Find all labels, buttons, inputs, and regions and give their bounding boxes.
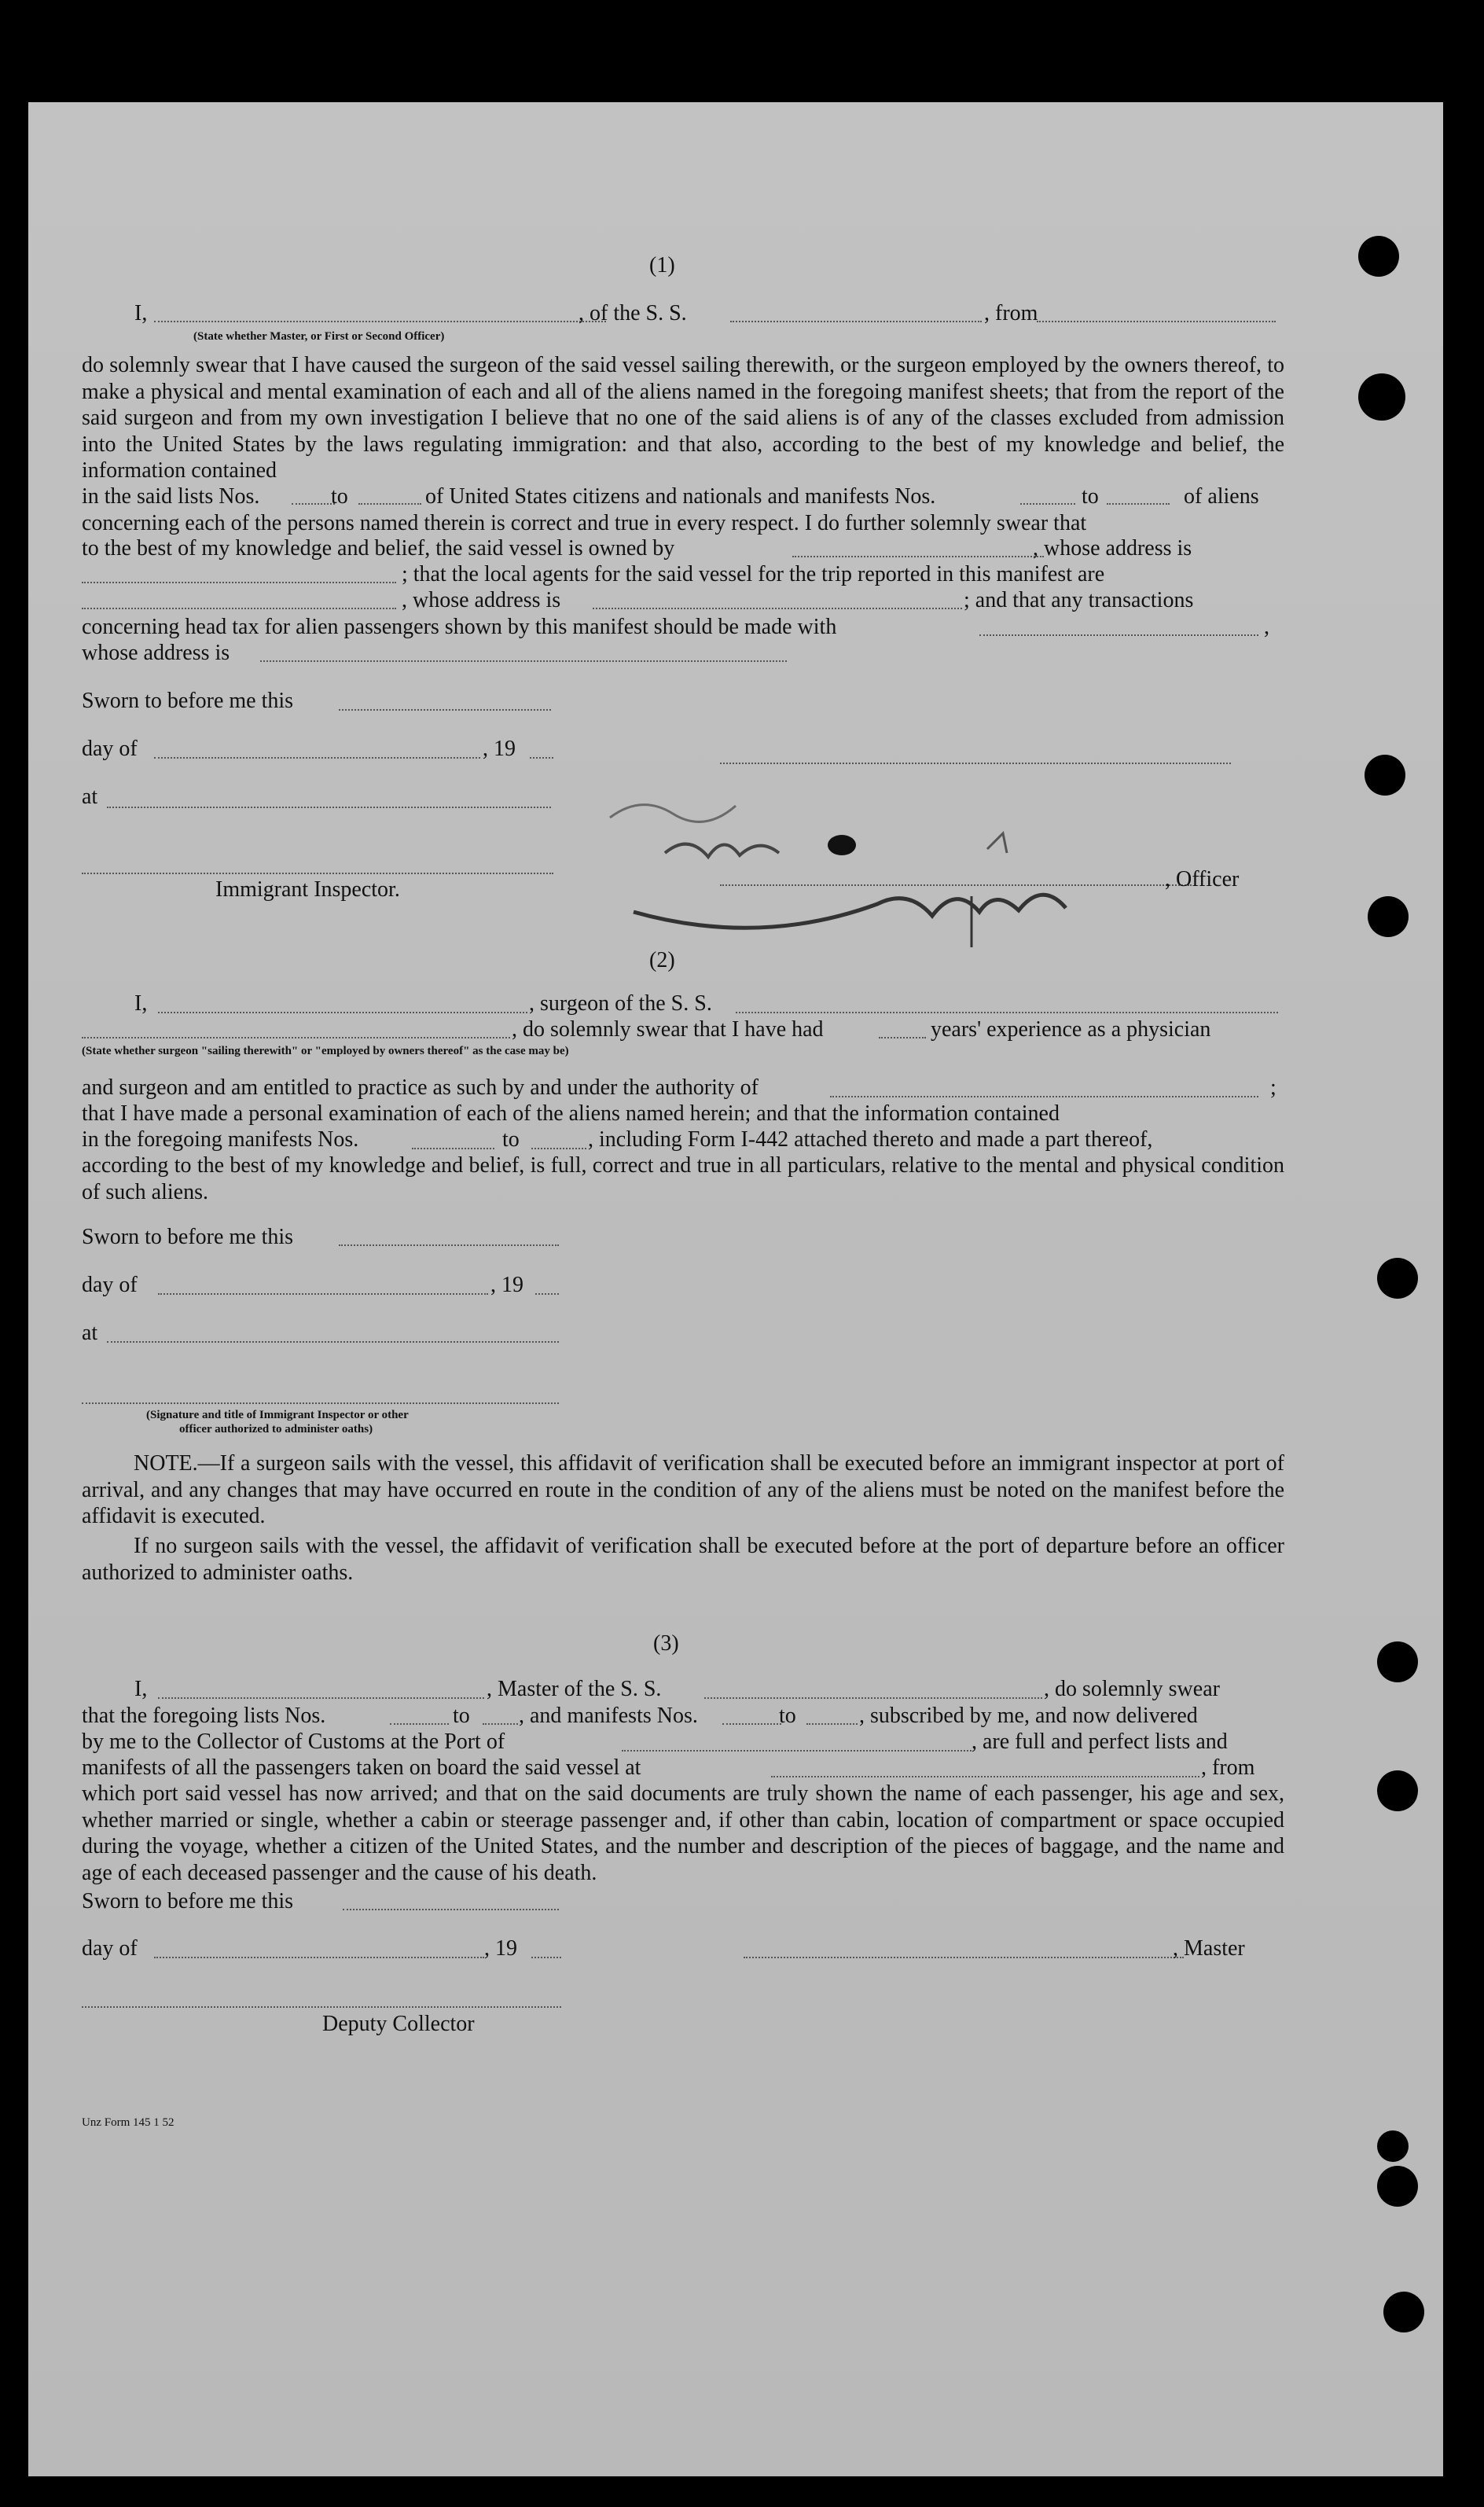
surgeon-type-field[interactable] — [82, 1037, 510, 1038]
manifests-from-field-2[interactable] — [412, 1148, 494, 1149]
head-tax-address-label: whose address is — [82, 641, 230, 665]
year-label-3: , 19 — [484, 1936, 517, 1961]
section-1-body-2: concerning each of the persons named therein is correct and true in every respect. I do further solemnly swear that — [82, 511, 1087, 535]
manifests-to-field[interactable] — [1107, 503, 1170, 505]
manifests-from-field-3[interactable] — [722, 1723, 781, 1725]
deputy-collector-label: Deputy Collector — [322, 2012, 475, 2036]
surgeon-name-field[interactable] — [158, 1012, 527, 1013]
from-label: , from — [984, 301, 1038, 325]
day-of-label-2: day of — [82, 1273, 138, 1297]
day-of-label-3: day of — [82, 1936, 138, 1961]
owner-address-label: , whose address is — [1033, 536, 1192, 561]
owner-field[interactable] — [792, 556, 1044, 557]
month-field-3[interactable] — [154, 1957, 484, 1958]
section-1-body: do solemnly swear that I have caused the surgeon of the said vessel sailing therewith, or the surgeon employed by the owners thereof, to make a physical and mental examination of each and all of the aliens named in the foregoing manifest sheets; that from the report of the said surgeon and from my own investigation I believe that no one of the said aliens is of any of the classes excluded from admission into the United States by the laws regulating immigration: and that also, according to the best of my knowledge and belief, the information contained — [82, 353, 1284, 483]
master-of-label: , Master of the S. S. — [487, 1677, 662, 1701]
at-place-field-2[interactable] — [107, 1341, 559, 1343]
section-3-number: (3) — [653, 1631, 679, 1656]
month-field-2[interactable] — [158, 1293, 488, 1295]
section-2-body: that I have made a personal examination of each of the aliens named herein; and that the information contained — [82, 1101, 1060, 1126]
month-field[interactable] — [154, 757, 480, 759]
section-3-body: which port said vessel has now arrived; and that on the said documents are truly shown the name of each passenger, his age and sex, whether married or single, whether a cabin or steerage passenger and, if other than cabin, location of compartment or space occupied during the voyage, whether a citizen of the United States, and the number and description of the pieces of baggage, and the name and age of each deceased passenger and the cause of his death. — [82, 1781, 1284, 1885]
at-place-field[interactable] — [107, 807, 551, 808]
swear-label: , do solemnly swear — [1044, 1677, 1220, 1701]
signature-note-1: (Signature and title of Immigrant Inspector or other — [146, 1409, 409, 1421]
lists-to-label: to — [331, 484, 348, 509]
punch-hole — [1377, 2166, 1418, 2207]
punch-hole — [1358, 373, 1405, 421]
manifests-to-label: to — [1082, 484, 1099, 509]
year-label-2: , 19 — [490, 1273, 523, 1297]
board-from-label: , from — [1201, 1755, 1255, 1780]
agents-address-field[interactable] — [593, 608, 962, 609]
owner-address-field[interactable] — [82, 582, 396, 583]
port-label: by me to the Collector of Customs at the Port of — [82, 1730, 505, 1754]
form-i442-label: , including Form I-442 attached thereto and made a part thereof, — [588, 1127, 1153, 1152]
master-signature-line[interactable] — [744, 1957, 1184, 1958]
local-agents-label: ; that the local agents for the said vessel for the trip reported in this manifest are — [402, 562, 1105, 586]
lists-from-field[interactable] — [292, 503, 335, 505]
sworn-day-field-2[interactable] — [339, 1244, 559, 1246]
from-port-field[interactable] — [1037, 321, 1276, 322]
head-tax-party-field[interactable] — [979, 634, 1258, 636]
owned-by-label: to the best of my knowledge and belief, the said vessel is owned by — [82, 536, 675, 561]
year-field-2[interactable] — [535, 1293, 559, 1295]
head-tax-comma: , — [1264, 615, 1269, 639]
board-label: manifests of all the passengers taken on board the said vessel at — [82, 1755, 641, 1780]
port-field[interactable] — [622, 1750, 972, 1752]
section-2-body-2: according to the best of my knowledge and belief, is full, correct and true in all particulars, relative to the mental and physical condition of such aliens. — [82, 1153, 1284, 1204]
lists-label: in the said lists Nos. — [82, 484, 260, 509]
agents-address-label: , whose address is — [402, 588, 561, 612]
signature-note-2: officer authorized to administer oaths) — [179, 1423, 373, 1435]
perfect-lists-label: , are full and perfect lists and — [972, 1730, 1228, 1754]
sworn-label-2: Sworn to before me this — [82, 1225, 294, 1249]
surgeon-vessel-field[interactable] — [736, 1012, 1278, 1013]
manifests-to-label-2: to — [502, 1127, 520, 1152]
at-label: at — [82, 785, 98, 809]
years-field[interactable] — [879, 1037, 926, 1038]
officer-signature-line-1[interactable] — [720, 763, 1231, 764]
lists-to-label-3: to — [453, 1704, 470, 1728]
subscribed-label: , subscribed by me, and now delivered — [859, 1704, 1198, 1728]
punch-hole — [1368, 896, 1409, 937]
immigrant-inspector-label: Immigrant Inspector. — [215, 877, 400, 902]
lists-from-field-3[interactable] — [390, 1723, 449, 1725]
board-port-field[interactable] — [771, 1776, 1199, 1777]
sworn-label-3: Sworn to before me this — [82, 1889, 294, 1913]
master-note: (State whether Master, or First or Second Officer) — [193, 330, 445, 343]
head-tax-label: concerning head tax for alien passengers shown by this manifest should be made with — [82, 615, 837, 639]
local-agents-field[interactable] — [82, 608, 396, 609]
manifests-to-label-3: to — [779, 1704, 796, 1728]
year-field[interactable] — [530, 757, 553, 759]
deputy-signature-line[interactable] — [82, 2006, 561, 2008]
solemnly-label: , do solemnly swear that I have had — [512, 1017, 824, 1042]
at-label-2: at — [82, 1321, 98, 1345]
manifests-to-field-3[interactable] — [806, 1723, 858, 1725]
section-2-number: (2) — [649, 948, 675, 972]
officer-label: , Officer — [1165, 867, 1240, 891]
i-label-3: I, — [134, 1677, 148, 1701]
lists-to-field[interactable] — [358, 503, 421, 505]
lists-to-field-3[interactable] — [483, 1723, 518, 1725]
lists-label-3: that the foregoing lists Nos. — [82, 1704, 326, 1728]
i-label-2: I, — [134, 991, 148, 1016]
sworn-label: Sworn to before me this — [82, 689, 294, 713]
sworn-day-field[interactable] — [339, 709, 551, 711]
transactions-label: ; and that any transactions — [964, 588, 1194, 612]
master-name-field[interactable] — [158, 1697, 484, 1699]
inspector-signature-line[interactable] — [82, 873, 553, 874]
citizens-label: of United States citizens and nationals and manifests Nos. — [425, 484, 936, 509]
officer-name-field[interactable] — [154, 321, 606, 322]
authority-label: and surgeon and am entitled to practice as such by and under the authority of — [82, 1075, 759, 1100]
head-tax-address-field[interactable] — [260, 660, 787, 662]
master-label: , Master — [1173, 1936, 1245, 1961]
authority-field[interactable] — [830, 1096, 1258, 1097]
punch-hole — [1383, 2292, 1424, 2332]
of-ss-label: , of the S. S. — [579, 301, 687, 325]
surgeon-of-label: , surgeon of the S. S. — [529, 991, 712, 1016]
sworn-day-field-3[interactable] — [343, 1909, 559, 1910]
officer-signature-scribble — [579, 778, 1129, 951]
years-label: years' experience as a physician — [931, 1017, 1211, 1042]
punch-hole — [1377, 1258, 1418, 1299]
day-of-label: day of — [82, 737, 138, 761]
punch-hole — [1377, 1770, 1418, 1811]
note-paragraph-2: If no surgeon sails with the vessel, the affidavit of verification shall be executed before at the port of departure before an officer authorized to administer oaths. — [82, 1534, 1284, 1585]
punch-hole — [1377, 1641, 1418, 1682]
manifests-label-3: , and manifests Nos. — [519, 1704, 698, 1728]
manifests-to-field-2[interactable] — [531, 1148, 586, 1149]
i-label: I, — [134, 301, 148, 325]
manifests-label-2: in the foregoing manifests Nos. — [82, 1127, 359, 1152]
punch-hole — [1365, 755, 1405, 796]
manifests-from-field[interactable] — [1020, 503, 1075, 505]
manifest-verification-form — [28, 102, 1443, 2476]
punch-hole — [1377, 2130, 1409, 2162]
section-1-number: (1) — [649, 253, 675, 278]
year-label: , 19 — [483, 737, 516, 761]
form-number: Unz Form 145 1 52 — [82, 2116, 174, 2129]
year-field-3[interactable] — [531, 1957, 561, 1958]
vessel-name-field[interactable] — [730, 321, 982, 322]
authority-semicolon: ; — [1270, 1075, 1276, 1100]
master-vessel-field[interactable] — [704, 1697, 1042, 1699]
inspector-signature-line-2[interactable] — [82, 1402, 559, 1404]
surgeon-note: (State whether surgeon "sailing therewith" or "employed by owners thereof" as the case may be) — [82, 1045, 569, 1057]
note-paragraph-1: NOTE.—If a surgeon sails with the vessel, this affidavit of verification shall be executed before an immigrant inspector at port of arrival, and any changes that may have occurred en route in the condition of any of the aliens must be noted on the manifest before the affidavit is executed. — [82, 1451, 1284, 1528]
of-aliens-label: of aliens — [1184, 484, 1259, 509]
punch-hole — [1358, 236, 1399, 277]
